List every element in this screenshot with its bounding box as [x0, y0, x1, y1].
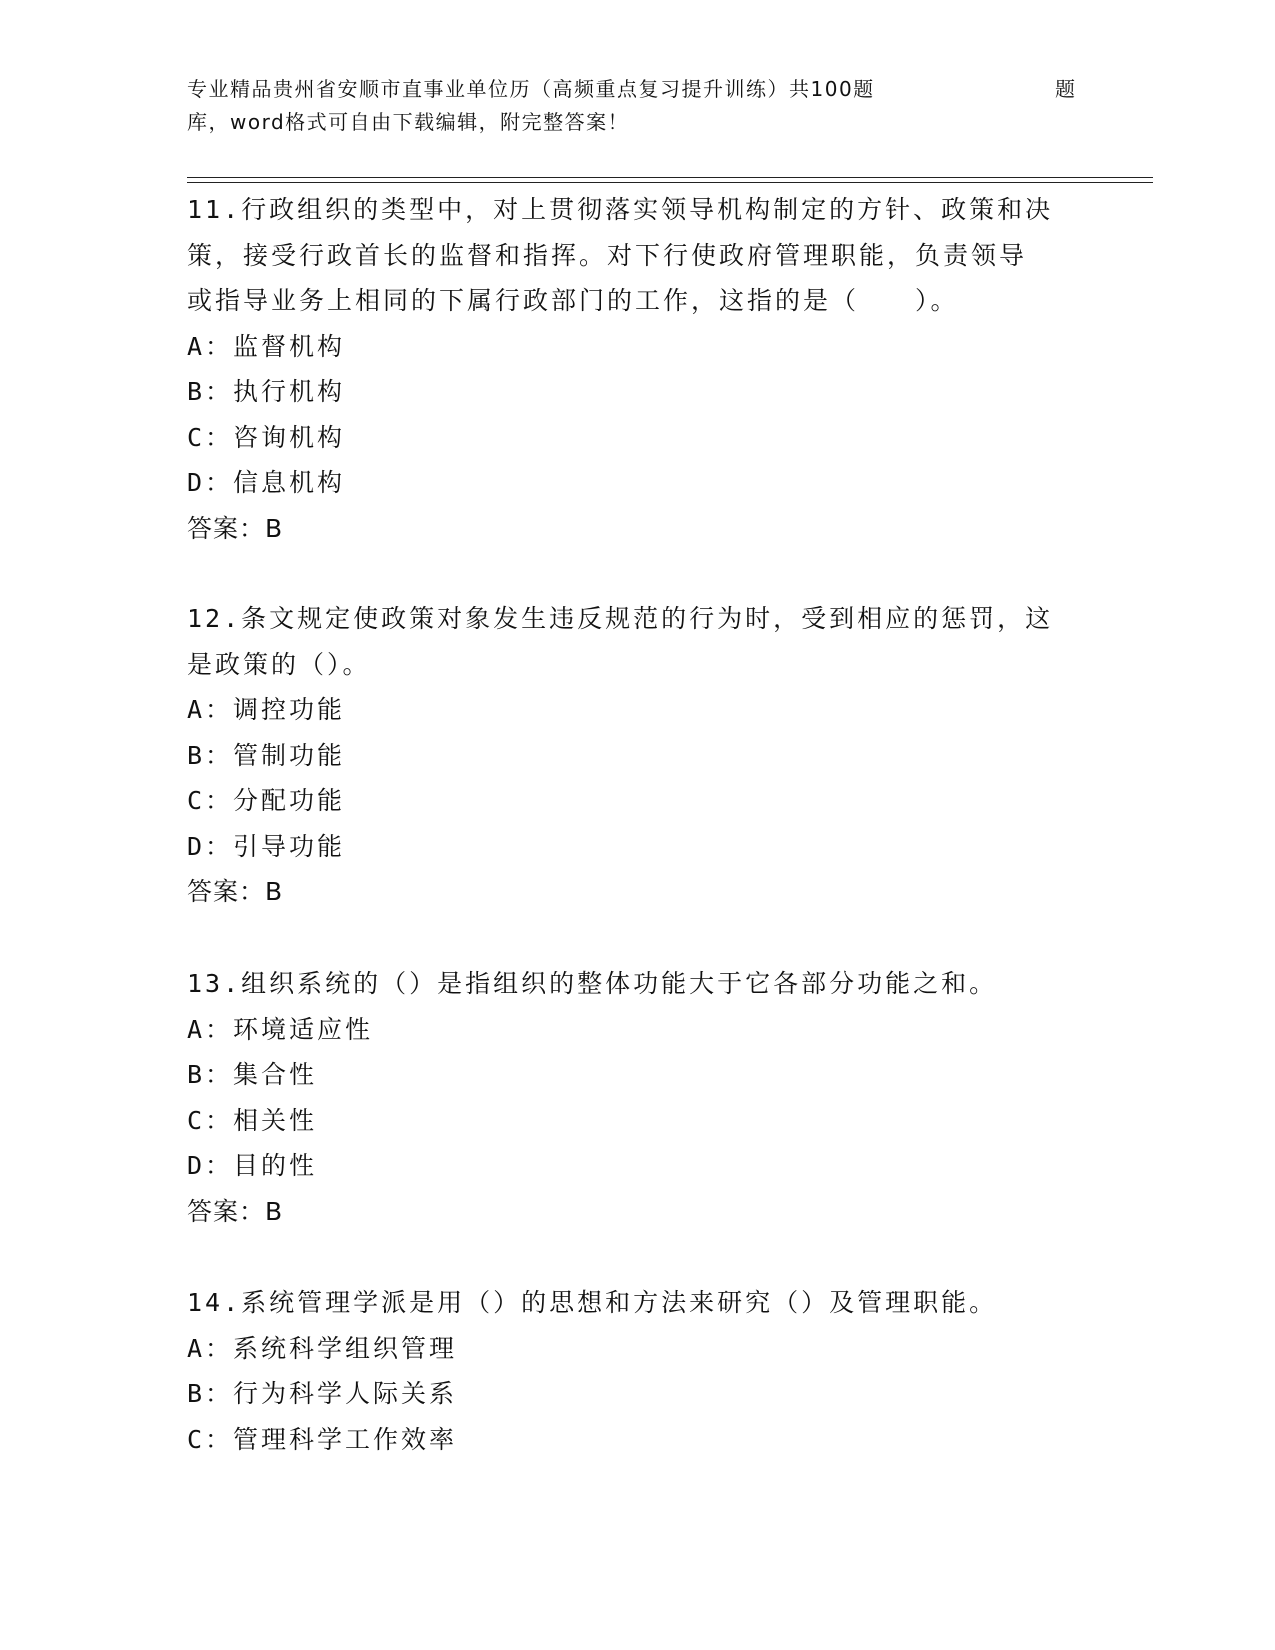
answer-label: 答案：B [187, 877, 284, 906]
option-b: B：执行机构 [187, 377, 346, 406]
question-text-line: 11.行政组织的类型中，对上贯彻落实领导机构制定的方针、政策和决 [187, 195, 1054, 224]
option-c: C：管理科学工作效率 [187, 1424, 458, 1454]
answer-label: 答案：B [187, 513, 284, 543]
question-text-line: 12.条文规定使政策对象发生违反规范的行为时，受到相应的惩罚，这 [187, 604, 1054, 633]
option-c: C：分配功能 [187, 786, 346, 815]
option-b: B：集合性 [187, 1060, 318, 1089]
option-b: B：管制功能 [187, 740, 346, 770]
option-d: D：目的性 [187, 1151, 318, 1180]
header-line-1-text: 专业精品贵州省安顺市直事业单位历（高频重点复习提升训练）共100题 [187, 77, 875, 101]
option-a: A：调控功能 [187, 695, 346, 724]
header-divider-bottom [187, 182, 1153, 183]
question-14 [187, 1280, 1087, 1462]
option-d: D：信息机构 [187, 468, 346, 497]
document-header [187, 73, 1087, 139]
header-line-1 [187, 73, 1087, 106]
option-b: B：行为科学人际关系 [187, 1379, 458, 1408]
question-11 [187, 187, 1087, 551]
header-line-2: 库，word格式可自由下载编辑，附完整答案！ [187, 110, 630, 134]
option-c: C：相关性 [187, 1105, 318, 1135]
question-text-line: 或指导业务上相同的下属行政部门的工作，这指的是（ ）。 [187, 286, 959, 315]
question-text-line: 13.组织系统的（）是指组织的整体功能大于它各部分功能之和。 [187, 969, 998, 998]
option-c: C：咨询机构 [187, 422, 346, 452]
answer-label: 答案：B [187, 1196, 284, 1226]
question-text-line: 策，接受行政首长的监督和指挥。对下行使政府管理职能，负责领导 [187, 240, 1028, 270]
question-text-line: 是政策的（）。 [187, 649, 371, 679]
header-divider-top [187, 177, 1153, 178]
question-13 [187, 961, 1087, 1234]
option-a: A：监督机构 [187, 331, 346, 361]
question-12 [187, 596, 1087, 915]
header-line-1-tail: 题 [1055, 77, 1077, 101]
option-d: D：引导功能 [187, 831, 346, 861]
option-a: A：系统科学组织管理 [187, 1333, 458, 1363]
question-text-line: 14.系统管理学派是用（）的思想和方法来研究（）及管理职能。 [187, 1288, 998, 1317]
option-a: A：环境适应性 [187, 1014, 374, 1044]
